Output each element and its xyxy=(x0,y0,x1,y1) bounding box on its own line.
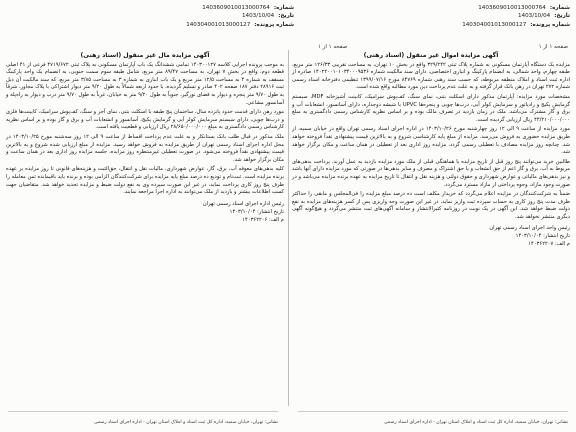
footer-rule xyxy=(298,411,568,412)
left-page-label: صفحه ۱ از ۱ xyxy=(318,44,348,50)
right-article xyxy=(292,52,570,248)
right-page-label: صفحه ۱ از ۱ xyxy=(538,44,568,50)
header-date-value: 1403/10/04 xyxy=(517,13,551,20)
column-divider xyxy=(288,50,289,406)
signature-line: م الف: ۱۴۰۳۶۲۲۰۶ xyxy=(242,216,284,223)
left-article-title: آگهی مزایده مال غیر منقول (اسناد رهنی) xyxy=(80,52,210,59)
left-footer: نشانی: تهران، خیابان سمیه، اداره کل ثبت اسناد و املاک استان تهران - اداره اجرای اسناد رسمی xyxy=(94,419,278,425)
signature-line: تاریخ انتشار: ۱۴۰۳/۱۰/۰۴ xyxy=(229,208,284,215)
header-number-label: شماره: xyxy=(273,5,294,11)
header-date-label: تاریخ: xyxy=(554,13,570,20)
right-footer: نشانی: تهران، خیابان سمیه، اداره کل ثبت اسناد و املاک استان تهران - اداره اجرای اسناد رسمی xyxy=(384,419,568,425)
left-paragraph: کلیه بدهی‌های معوقه آب، برق، گاز، عوارض شهرداری، مالیات نقل و انتقال، حق‌الثبت و هزینه‌های قانونی تا روز مزایده بر عهده برنده مزایده است. ثبت‌نام و تودیع ده درصد مبلغ پایه مزایده برای شرکت‌کنندگان الزامی بوده و برنده باید باقیمانده ثمن معامله را ظرف پنج روز کاری پرداخت نماید، در غیر این صورت سپرده وی به نفع دولت ضبط و مزایده تجدید خواهد شد. متقاضیان جهت کسب اطلاعات بیشتر و بازدید از ملک می‌توانند به اداره اجرا مراجعه نمایند. xyxy=(6,166,284,196)
header-file-value: 140304001013000127 xyxy=(186,21,251,28)
left-paragraph: مورد رهن دارای قدمت حدود پانزده سال، ساختمان پنج طبقه با اسکلت بتنی، نمای آجر و سنگ، کف‌پوش سرامیک، کابینت‌ها فلزی و درب‌ها چوبی، دارای سیستم سرمایش کولر آبی و گرمایش پکیج، آسانسور و انشعابات آب و برق و گاز بوده و بر اساس نظریه کارشناس رسمی دادگستری به مبلغ ۲۸/۶۵۰/۰۰۰/۰۰۰ ریال ارزیابی و قطعیت یافته است. xyxy=(6,109,284,131)
right-paragraph: مزایده یک دستگاه آپارتمان مسکونی به شماره پلاک ثبتی ۳۲۹/۲۴۲ واقع در بخش ۱۰ تهران، به مساحت تقریبی ۱۲۶/۳۳ متر مربع، طبقه چهارم، واحد شمالی، به انضمام پارکینگ و انباری اختصاصی، دارای سند مالکیت شماره ۱۴۰۲۲۰۰۱۰۱۰۳۴۰۰۰۹۵۳۶ صادره از اداره ثبت اسناد و املاک منطقه مربوطه، که حسب سند رهنی شماره ۸۴۷۶۹ مورخ ۱۳۹۹/۰۷/۱۶ تنظیمی دفترخانه اسناد رسمی شماره ۲۷۲ تهران در رهن بانک قرار گرفته و به علت عدم پرداخت دین مورد مطالبه واقع شده است. xyxy=(292,61,570,91)
header-file-label: شماره پرونده: xyxy=(254,21,294,28)
signature-line: م الف: ۱۴۰۳۶۲۲۰۷ xyxy=(528,241,570,248)
header-number-label: شماره: xyxy=(549,5,570,11)
right-signature xyxy=(292,224,570,248)
left-paragraph: به موجب پرونده اجرایی کلاسه ۱۴۰۳۰۰۱۲۷ تمامی ششدانگ یک باب آپارتمان مسکونی به پلاک ثبتی ۴۷۱۹/۶۷۲ فرعی از ۴۱ اصلی قطعه دوم، واقع در بخش ۷ تهران، به مساحت ۸۹/۴۷ متر مربع، شامل طبقه سوم سمت جنوبی، به انضمام یک واحد پارکینگ مسقف به شماره ۴ به مساحت ۱۲/۵ متر مربع و یک باب انباری به شماره ۳ به مساحت ۳/۸۵ متر مربع، که سند مالکیت آن ذیل ثبت ۲۸۹۱۶ دفتر ۱۸۷ صفحه ۴۰۲ صادر و تسلیم گردیده، با حدود اربعه شمالاً به طول ۹/۲۰ متر دیوار اشتراکی با پلاک مجاور، شرقاً به طول ۹/۷۰ متر پنجره و دیوار به فضای نورگیر، جنوباً به طول ۹/۲۰ متر به خیابان، غرباً به طول ۹/۷۰ متر درب و دیوار به راه‌پله و آسانسور مشاعی. xyxy=(6,61,285,106)
header-number-value: 1403609010013000764 xyxy=(478,5,546,11)
footer-rule xyxy=(8,411,278,412)
left-signature xyxy=(6,200,284,224)
signature-line: رئیس واحد اجرای اسناد رسمی تهران xyxy=(489,225,570,232)
left-paragraph: ملک مذکور در قبال طلب بانک بستانکار و به علت عدم پرداخت اقساط از ساعت ۹ الی ۱۲ روز سه‌شنبه مورخ ۱۴۰۳/۱۰/۲۵ در محل اداره اجرای اسناد رسمی تهران از طریق مزایده به فروش خواهد رسید. مزایده از مبلغ ارزیابی شده شروع و به بالاترین قیمت پیشنهادی نقداً فروخته می‌شود. در صورت تعطیلی غیرمنتظره روز مزایده، جلسه مزایده روز اداری بعد در همان ساعت و مکان برگزار خواهد شد. xyxy=(6,133,284,163)
right-paragraph: ضمناً به شرکت‌کنندگان در مزایده اعلام می‌گردد که خریدار مکلف است ده درصد مبلغ مزایده را فی‌المجلس و مابقی را حداکثر ظرف مدت پنج روز کاری به حساب سپرده ثبت واریز نماید، در غیر این صورت وجه واریزی پس از کسر هزینه‌های مزایده به نفع دولت ضبط خواهد شد. این آگهی در یک نوبت در روزنامه کثیرالانتشار و سامانه آگهی‌های ثبت منتشر می‌گردد و هیچ‌گونه آگهی دیگری منتشر نخواهد شد. xyxy=(292,191,570,220)
right-article-title: آگهی مزایده اموال غیر منقول (اسناد رهنی) xyxy=(363,52,499,59)
signature-line: تاریخ انتشار: ۱۴۰۳/۱۰/۰۴ xyxy=(515,233,570,240)
right-paragraph: مورد مزایده از ساعت ۹ الی ۱۲ روز چهارشنبه مورخ ۱۴۰۳/۱۰/۲۶ در اداره اجرای اسناد رسمی تهران واقع در خیابان سمیه، از طریق مزایده حضوری به فروش می‌رسد. مزایده از مبلغ پایه کارشناسی شروع و به بالاترین قیمت پیشنهادی نقداً فروخته خواهد شد. چنانچه روز مزایده مصادف با تعطیلی رسمی گردد، مزایده روز اداری بعد از تعطیلی در همان ساعت و مکان برگزار خواهد شد. xyxy=(292,126,571,156)
right-paragraph: طالبین خرید می‌توانند پنج روز قبل از تاریخ مزایده با هماهنگی قبلی از ملک مورد مزایده بازدید به عمل آورند. پرداخت بدهی‌های مربوط به آب، برق و گاز اعم از حق انشعاب و یا حق اشتراک و مصرف و سایر بدهی‌ها در صورتی که مورد مزایده دارای آنها باشد و نیز بدهی‌های مالیاتی و عوارض شهرداری و حقوق دولتی و هزینه نقل و انتقال تا تاریخ مزایده به عهده برنده مزایده می‌باشد و در صورت وجود مازاد، وجوه پرداختی از مازاد مسترد می‌گردد. xyxy=(292,158,570,188)
header-date-value: 1403/10/04 xyxy=(241,13,275,20)
right-paragraph: مشخصات مورد مزایده: آپارتمان مذکور دارای اسکلت بتنی، نمای سنگ، کف‌پوش سرامیک، کابینت آشپزخانه MDF، سیستم گرمایش پکیج و رادیاتور و سرمایش کولر آبی، درب‌ها چوبی و پنجره‌ها UPVC با شیشه دوجداره، دارای آسانسور، انشعابات آب و برق و گاز مشترک می‌باشد. ملک در زمان بازدید در تصرف مالک بوده و بر اساس نظریه کارشناس رسمی دادگستری به مبلغ ۴۴/۲۱۰/۰۰۰/۰۰۰ ریال ارزیابی گردیده است. xyxy=(292,93,570,123)
header-date-label: تاریخ: xyxy=(278,13,294,20)
header-number-value: 1403609010013000764 xyxy=(202,5,270,11)
header-file-label: شماره پرونده: xyxy=(530,21,570,28)
right-header-meta xyxy=(442,4,570,29)
left-article xyxy=(6,52,284,224)
header-file-value: 140304001013000127 xyxy=(462,21,527,28)
left-header-meta xyxy=(166,4,294,29)
signature-line: رئیس اداره اجرای اسناد رسمی تهران xyxy=(202,200,284,207)
